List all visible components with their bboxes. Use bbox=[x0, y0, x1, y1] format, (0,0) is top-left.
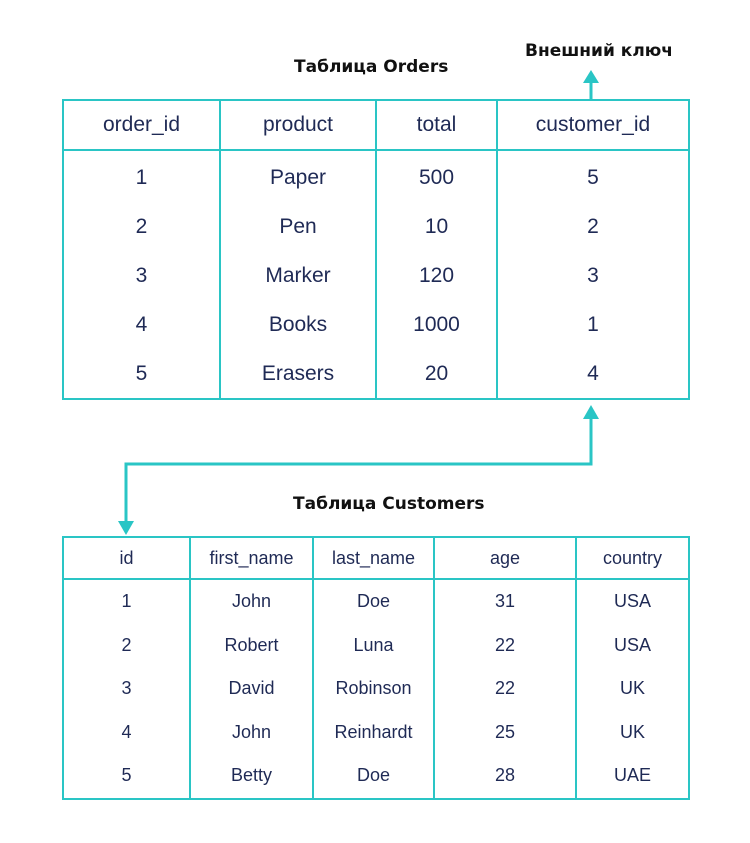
customers-header-row bbox=[63, 537, 689, 579]
customers-row bbox=[63, 579, 689, 624]
customers-cell: David bbox=[190, 667, 313, 711]
customers-cell: USA bbox=[613, 591, 651, 612]
orders-cell: 20 bbox=[376, 349, 497, 399]
customers-cell: John bbox=[190, 711, 313, 755]
orders-col-total: total bbox=[376, 100, 497, 150]
orders-cell: 2 bbox=[63, 202, 220, 251]
customers-cell: 28 bbox=[434, 754, 576, 799]
customers-cell: USA bbox=[613, 634, 651, 655]
orders-row bbox=[63, 202, 689, 251]
orders-cell: 4 bbox=[63, 300, 220, 349]
foreign-key-arrowhead-up-icon bbox=[583, 70, 599, 83]
relationship-arrowhead-up-icon bbox=[583, 405, 599, 419]
customers-row bbox=[63, 711, 689, 755]
customers-cell: 2 bbox=[63, 624, 190, 668]
orders-cell: 120 bbox=[376, 251, 497, 300]
orders-cell: Books bbox=[220, 300, 376, 349]
orders-row bbox=[63, 251, 689, 300]
orders-cell: 2 bbox=[587, 214, 599, 238]
orders-cell: Pen bbox=[220, 202, 376, 251]
orders-cell: 4 bbox=[587, 361, 599, 385]
orders-header-row bbox=[63, 100, 689, 150]
customers-cell: UK bbox=[619, 678, 645, 699]
customers-cell: Doe bbox=[313, 754, 434, 799]
orders-col-product: product bbox=[220, 100, 376, 150]
customers-col-first-name: first_name bbox=[190, 537, 313, 579]
customers-cell: 5 bbox=[63, 754, 190, 799]
orders-cell: 1 bbox=[63, 150, 220, 202]
orders-cell: 3 bbox=[587, 263, 599, 287]
orders-cell: 1 bbox=[587, 312, 599, 336]
orders-cell: 3 bbox=[63, 251, 220, 300]
customers-cell: UAE bbox=[613, 765, 651, 786]
customers-row bbox=[63, 667, 689, 711]
customers-table-title: Таблица Customers bbox=[293, 494, 485, 514]
orders-cell: Paper bbox=[220, 150, 376, 202]
customers-table bbox=[62, 536, 690, 800]
customers-cell: Robinson bbox=[313, 667, 434, 711]
orders-col-customer-id: customer_id bbox=[497, 100, 689, 150]
orders-cell: 1000 bbox=[376, 300, 497, 349]
orders-cell: Marker bbox=[220, 251, 376, 300]
customers-col-country: country bbox=[576, 537, 689, 579]
orders-row bbox=[63, 349, 689, 399]
customers-cell: Luna bbox=[313, 624, 434, 668]
customers-cell: Reinhardt bbox=[313, 711, 434, 755]
customers-row bbox=[63, 754, 689, 799]
customers-cell: 4 bbox=[63, 711, 190, 755]
orders-row bbox=[63, 300, 689, 349]
customers-cell: Betty bbox=[190, 754, 313, 799]
orders-table-title: Таблица Orders bbox=[294, 57, 449, 77]
customers-cell: 3 bbox=[63, 667, 190, 711]
customers-cell: 25 bbox=[434, 711, 576, 755]
customers-cell: 31 bbox=[434, 579, 576, 624]
customers-cell: Doe bbox=[313, 579, 434, 624]
customers-row bbox=[63, 624, 689, 668]
customers-cell: 22 bbox=[434, 667, 576, 711]
customers-cell: John bbox=[190, 579, 313, 624]
orders-cell: 5 bbox=[587, 165, 599, 189]
orders-cell: 10 bbox=[376, 202, 497, 251]
orders-cell: 5 bbox=[63, 349, 220, 399]
foreign-key-label: Внешний ключ bbox=[525, 41, 673, 61]
orders-cell: 500 bbox=[376, 150, 497, 202]
orders-row bbox=[63, 150, 689, 202]
customers-col-last-name: last_name bbox=[313, 537, 434, 579]
orders-cell: Erasers bbox=[220, 349, 376, 399]
relationship-arrowhead-down-icon bbox=[118, 521, 134, 535]
customers-col-age: age bbox=[434, 537, 576, 579]
customers-cell: UK bbox=[619, 721, 645, 742]
customers-cell: Robert bbox=[190, 624, 313, 668]
orders-table bbox=[62, 99, 690, 400]
customers-col-id: id bbox=[63, 537, 190, 579]
orders-col-order-id: order_id bbox=[63, 100, 220, 150]
customers-cell: 1 bbox=[63, 579, 190, 624]
customers-cell: 22 bbox=[434, 624, 576, 668]
